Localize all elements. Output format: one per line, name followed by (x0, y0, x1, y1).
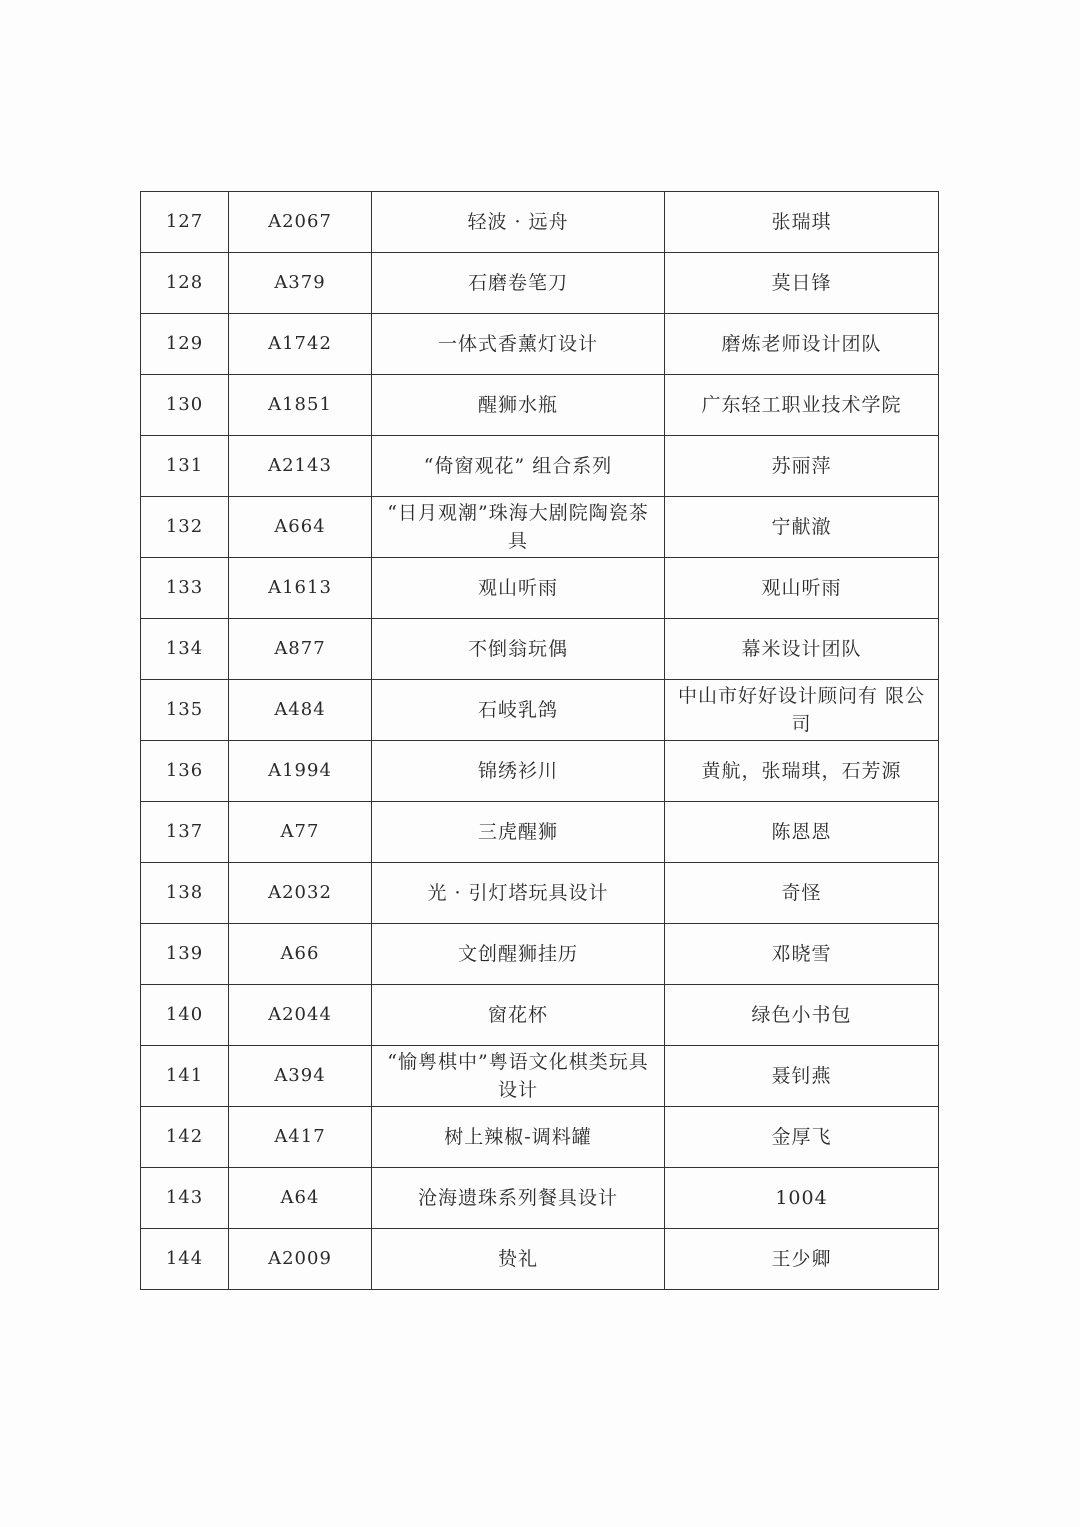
row-number: 142 (141, 1107, 229, 1168)
author-name: 陈恩恩 (665, 802, 939, 863)
work-title: 石岐乳鸽 (372, 680, 665, 741)
table-row (141, 314, 939, 375)
author-name: 幕米设计团队 (665, 619, 939, 680)
entry-code: A417 (229, 1107, 372, 1168)
table-row (141, 1046, 939, 1107)
work-title: 树上辣椒-调料罐 (372, 1107, 665, 1168)
table-row (141, 619, 939, 680)
author-name: 张瑞琪 (665, 192, 939, 253)
author-name: 金厚飞 (665, 1107, 939, 1168)
work-title: “日月观潮”珠海大剧院陶瓷茶具 (372, 497, 665, 558)
author-name: 广东轻工职业技术学院 (665, 375, 939, 436)
entry-code: A394 (229, 1046, 372, 1107)
author-name: 绿色小书包 (665, 985, 939, 1046)
table-row (141, 1229, 939, 1290)
table-row (141, 497, 939, 558)
work-title: 锦绣衫川 (372, 741, 665, 802)
table-row (141, 436, 939, 497)
entry-code: A664 (229, 497, 372, 558)
row-number: 139 (141, 924, 229, 985)
entry-code: A379 (229, 253, 372, 314)
author-name: 邓晓雪 (665, 924, 939, 985)
row-number: 131 (141, 436, 229, 497)
row-number: 144 (141, 1229, 229, 1290)
table-row (141, 192, 939, 253)
entry-code: A1613 (229, 558, 372, 619)
author-name: 观山听雨 (665, 558, 939, 619)
table-row (141, 558, 939, 619)
entry-code: A484 (229, 680, 372, 741)
row-number: 138 (141, 863, 229, 924)
work-title: 光 · 引灯塔玩具设计 (372, 863, 665, 924)
work-title: 文创醒狮挂历 (372, 924, 665, 985)
table-row (141, 1107, 939, 1168)
work-title: “倚窗观花” 组合系列 (372, 436, 665, 497)
author-name: 奇怪 (665, 863, 939, 924)
entry-code: A2143 (229, 436, 372, 497)
row-number: 133 (141, 558, 229, 619)
table-row (141, 741, 939, 802)
author-name: 中山市好好设计顾问有 限公司 (665, 680, 939, 741)
entry-code: A1742 (229, 314, 372, 375)
row-number: 134 (141, 619, 229, 680)
work-title: 窗花杯 (372, 985, 665, 1046)
row-number: 136 (141, 741, 229, 802)
work-title: 不倒翁玩偶 (372, 619, 665, 680)
author-name: 聂钊燕 (665, 1046, 939, 1107)
table-row (141, 802, 939, 863)
entry-code: A2009 (229, 1229, 372, 1290)
work-title: “愉粤棋中”粤语文化棋类玩具设计 (372, 1046, 665, 1107)
table-row (141, 680, 939, 741)
author-name: 黄航，张瑞琪，石芳源 (665, 741, 939, 802)
entry-code: A2044 (229, 985, 372, 1046)
entry-code: A2067 (229, 192, 372, 253)
table-row (141, 985, 939, 1046)
work-title: 醒狮水瓶 (372, 375, 665, 436)
work-title: 石磨卷笔刀 (372, 253, 665, 314)
row-number: 143 (141, 1168, 229, 1229)
row-number: 130 (141, 375, 229, 436)
author-name: 宁献澈 (665, 497, 939, 558)
entry-code: A877 (229, 619, 372, 680)
table-row (141, 375, 939, 436)
work-title: 三虎醒狮 (372, 802, 665, 863)
row-number: 132 (141, 497, 229, 558)
author-name: 1004 (665, 1168, 939, 1229)
row-number: 137 (141, 802, 229, 863)
author-name: 苏丽萍 (665, 436, 939, 497)
author-name: 莫日锋 (665, 253, 939, 314)
entry-code: A2032 (229, 863, 372, 924)
work-title: 轻波 · 远舟 (372, 192, 665, 253)
author-name: 磨炼老师设计团队 (665, 314, 939, 375)
row-number: 128 (141, 253, 229, 314)
table-row (141, 863, 939, 924)
author-name: 王少卿 (665, 1229, 939, 1290)
entry-code: A66 (229, 924, 372, 985)
work-title: 一体式香薰灯设计 (372, 314, 665, 375)
entry-code: A1994 (229, 741, 372, 802)
work-title: 观山听雨 (372, 558, 665, 619)
row-number: 141 (141, 1046, 229, 1107)
entry-code: A77 (229, 802, 372, 863)
table-row (141, 924, 939, 985)
row-number: 140 (141, 985, 229, 1046)
entry-code: A1851 (229, 375, 372, 436)
table-row (141, 253, 939, 314)
row-number: 129 (141, 314, 229, 375)
row-number: 127 (141, 192, 229, 253)
work-title: 沧海遗珠系列餐具设计 (372, 1168, 665, 1229)
table-row (141, 1168, 939, 1229)
row-number: 135 (141, 680, 229, 741)
entry-code: A64 (229, 1168, 372, 1229)
work-title: 贽礼 (372, 1229, 665, 1290)
results-table (140, 191, 939, 1290)
